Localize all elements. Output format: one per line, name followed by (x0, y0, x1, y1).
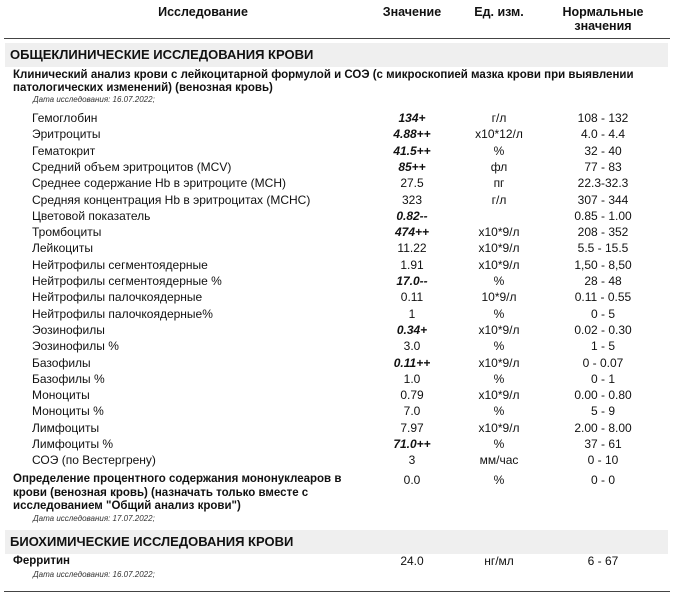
result-name: Средняя концентрация Hb в эритроцитах (MCHC) (32, 192, 311, 207)
result-unit: % (493, 143, 505, 158)
result-value: 4.88++ (393, 127, 431, 142)
result-name: Средний объем эритроцитов (MCV) (32, 159, 232, 174)
header-norm-line2: значения (574, 19, 632, 33)
result-name: Нейтрофилы сегментоядерные (32, 257, 208, 272)
header-research: Исследование (158, 5, 248, 19)
result-value: 3 (408, 453, 416, 468)
table-row (0, 175, 674, 191)
result-unit: % (493, 339, 505, 354)
ferritin-value: 24.0 (400, 554, 424, 568)
mono-norm: 0 - 0 (590, 473, 615, 487)
result-norm: 77 - 83 (584, 159, 622, 174)
result-name: Моноциты (32, 388, 90, 403)
result-value: 1 (408, 306, 416, 321)
table-row (0, 436, 674, 452)
result-unit: % (493, 306, 505, 321)
result-value: 323 (401, 192, 423, 207)
result-value: 7.97 (400, 420, 424, 435)
result-norm: 307 - 344 (577, 192, 629, 207)
result-value: 41.5++ (393, 143, 431, 158)
result-unit: х10*9/л (478, 257, 520, 272)
ferritin-norm: 6 - 67 (587, 554, 619, 568)
result-value: 0.11++ (393, 355, 431, 370)
table-row (0, 338, 674, 354)
result-value: 0.79 (400, 388, 424, 403)
result-norm: 28 - 48 (584, 274, 622, 288)
result-norm: 0 - 0.07 (582, 355, 624, 370)
result-name: Эритроциты (32, 127, 101, 142)
result-unit: х10*9/л (478, 225, 520, 240)
result-name: Лейкоциты (32, 241, 94, 256)
result-name: СОЭ (по Вестергрену) (32, 453, 156, 468)
result-unit: % (493, 274, 505, 288)
table-row (0, 257, 674, 273)
mono-value: 0.0 (403, 473, 421, 487)
table-row (0, 387, 674, 403)
result-unit: х10*9/л (478, 241, 520, 256)
result-norm: 0 - 5 (590, 306, 615, 321)
result-value: 7.0 (403, 404, 421, 419)
result-value: 3.0 (403, 339, 421, 354)
table-row (0, 110, 674, 126)
result-unit: % (493, 404, 505, 419)
table-row (0, 240, 674, 256)
result-unit: % (493, 437, 505, 451)
result-unit: мм/час (479, 453, 519, 468)
result-norm: 4.0 - 4.4 (580, 127, 626, 142)
result-value: 1.91 (400, 257, 424, 272)
result-name: Эозинофилы (32, 322, 105, 337)
result-name: Эозинофилы % (32, 339, 119, 354)
table-row (0, 371, 674, 387)
result-unit: пг (493, 176, 505, 191)
result-norm: 1,50 - 8,50 (574, 257, 632, 272)
mono-title-line3: исследованием "Общий анализ крови") (13, 500, 241, 512)
result-unit: 10*9/л (481, 290, 517, 305)
result-norm: 5.5 - 15.5 (577, 241, 629, 256)
table-row (0, 192, 674, 208)
result-norm: 37 - 61 (584, 437, 622, 451)
result-norm: 2.00 - 8.00 (574, 420, 632, 435)
result-unit: х10*9/л (478, 388, 520, 403)
mono-unit: % (493, 473, 505, 487)
result-name: Гемоглобин (32, 111, 98, 125)
result-name: Тромбоциты (32, 225, 102, 240)
table-row (0, 355, 674, 371)
result-norm: 0 - 10 (587, 453, 619, 468)
result-name: Базофилы % (32, 371, 105, 386)
study-date: Дата исследования: 16.07.2022; (33, 95, 155, 104)
result-norm: 0.00 - 0.80 (574, 388, 632, 403)
result-unit: х10*12/л (475, 127, 523, 142)
result-unit: г/л (491, 111, 507, 125)
result-value: 474++ (394, 225, 430, 240)
result-name: Цветовой показатель (32, 208, 151, 223)
table-row (0, 126, 674, 142)
result-norm: 0 - 1 (590, 371, 615, 386)
group-title-line2: патологических изменений) (венозная кровь) (13, 82, 273, 94)
table-row (0, 403, 674, 419)
result-name: Лимфоциты % (32, 437, 114, 451)
ferritin-name: Ферритин (13, 555, 70, 567)
table-row (0, 322, 674, 338)
table-row (0, 289, 674, 305)
table-header (0, 0, 674, 40)
header-unit: Ед. изм. (474, 5, 524, 19)
result-value: 27.5 (400, 176, 424, 191)
result-norm: 0.11 - 0.55 (574, 290, 632, 305)
result-name: Гематокрит (32, 143, 96, 158)
result-value: 0.82-- (396, 208, 428, 223)
section-title-biochem: БИОХИМИЧЕСКИЕ ИССЛЕДОВАНИЯ КРОВИ (5, 530, 668, 554)
ferritin-study-date: Дата исследования: 16.07.2022; (33, 570, 155, 579)
table-row (0, 452, 674, 468)
section-title-general: ОБЩЕКЛИНИЧЕСКИЕ ИССЛЕДОВАНИЯ КРОВИ (5, 43, 668, 67)
header-norm-line1: Нормальные (562, 5, 644, 19)
result-name: Моноциты % (32, 404, 104, 419)
result-unit: фл (490, 159, 508, 174)
table-row (0, 306, 674, 322)
result-name: Нейтрофилы палочкоядерные (32, 290, 203, 305)
header-value: Значение (382, 5, 442, 19)
result-value: 11.22 (397, 241, 427, 256)
result-unit: х10*9/л (478, 322, 520, 337)
result-name: Базофилы (32, 355, 91, 370)
result-unit: х10*9/л (478, 420, 520, 435)
table-row (0, 224, 674, 240)
table-row (0, 143, 674, 159)
result-norm: 22.3-32.3 (577, 176, 629, 191)
table-row (0, 159, 674, 175)
result-norm: 108 - 132 (577, 111, 629, 125)
result-value: 85++ (398, 159, 426, 174)
result-unit: % (493, 371, 505, 386)
result-value: 71.0++ (393, 437, 431, 451)
ferritin-unit: нг/мл (484, 554, 514, 568)
table-row (0, 273, 674, 289)
result-unit: г/л (491, 192, 507, 207)
result-unit: х10*9/л (478, 355, 520, 370)
result-norm: 0.02 - 0.30 (574, 322, 632, 337)
result-norm: 32 - 40 (584, 143, 622, 158)
mono-study-date: Дата исследования: 17.07.2022; (33, 514, 155, 523)
result-norm: 5 - 9 (590, 404, 615, 419)
mono-title-line2: крови (венозная кровь) (назначать только вместе с (13, 486, 309, 499)
result-value: 1.0 (403, 371, 421, 386)
table-row (0, 420, 674, 436)
result-value: 17.0-- (396, 274, 428, 288)
result-value: 134+ (398, 111, 426, 125)
result-name: Среднее содержание Hb в эритроците (MCH) (32, 176, 286, 191)
group-title-line1: Клинический анализ крови с лейкоцитарной формулой и СОЭ (с микроскопией мазка крови при выявлении (13, 69, 634, 81)
mono-title-line1: Определение процентного содержания мононуклеаров в (13, 473, 342, 485)
bottom-divider (4, 591, 670, 592)
result-norm: 208 - 352 (577, 225, 629, 240)
result-name: Нейтрофилы сегментоядерные % (32, 274, 222, 288)
result-value: 0.34+ (396, 322, 428, 337)
result-norm: 1 - 5 (590, 339, 615, 354)
result-norm: 0.85 - 1.00 (574, 208, 632, 223)
header-divider (4, 38, 670, 39)
result-name: Лимфоциты (32, 420, 100, 435)
result-value: 0.11 (400, 290, 424, 305)
table-row (0, 208, 674, 224)
result-name: Нейтрофилы палочкоядерные% (32, 306, 213, 321)
